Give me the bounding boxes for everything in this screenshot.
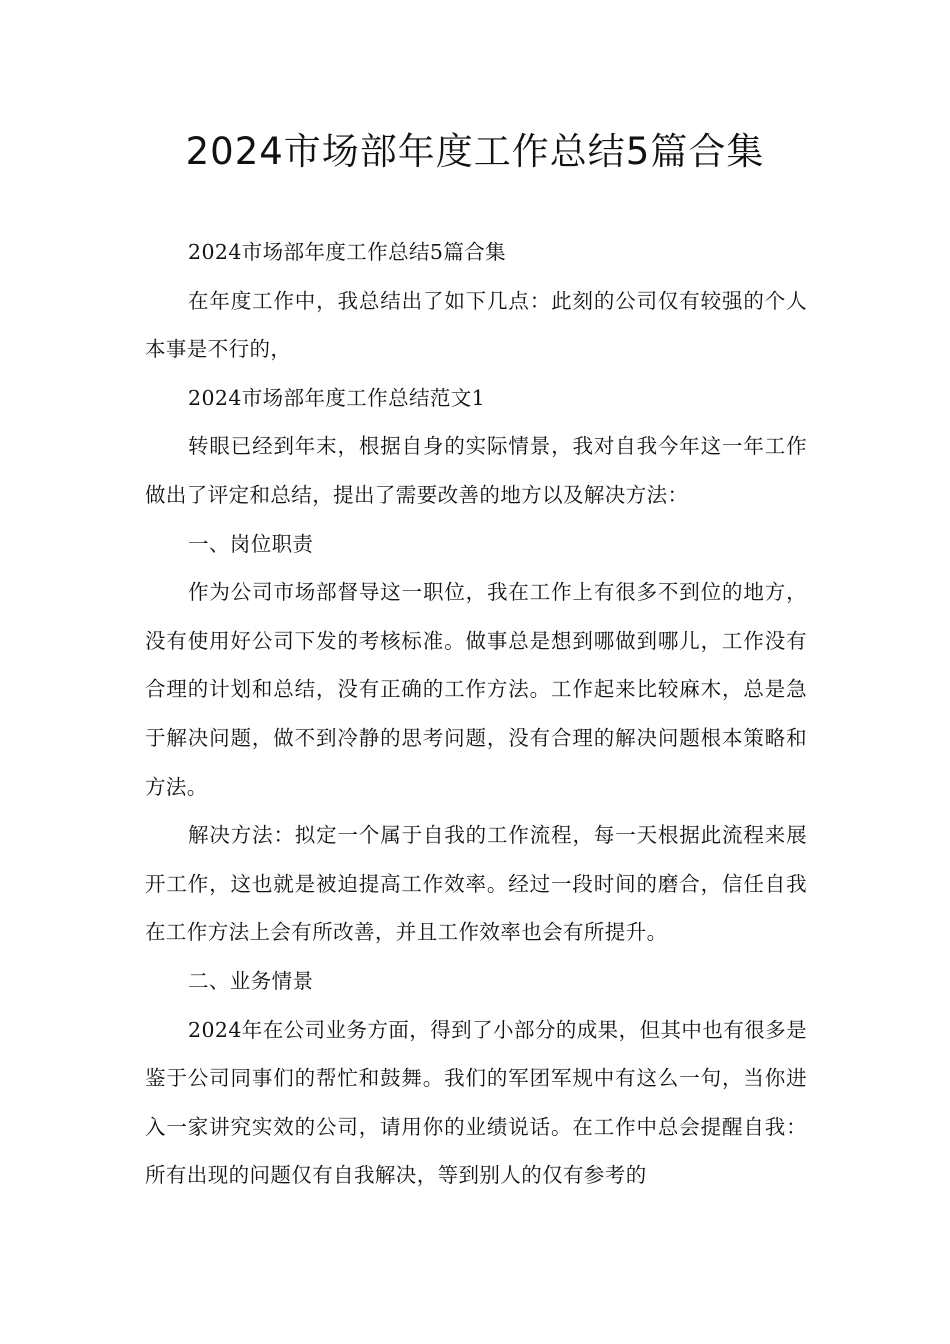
paragraph-business: 2024年在公司业务方面，得到了小部分的成果，但其中也有很多是鉴于公司同事们的帮忙和鼓舞。我们的军团军规中有这么一句，当你进入一家讲究实效的公司，请用你的业绩说话。在工作中总会提醒自我：所有出现的问题仅有自我解决，等到别人的仅有参考的 — [145, 1017, 807, 1188]
paragraph-solution: 解决方法：拟定一个属于自我的工作流程，每一天根据此流程来展开工作，这也就是被迫提高工作效率。经过一段时间的磨合，信任自我在工作方法上会有所改善，并且工作效率也会有所提升。 — [145, 823, 807, 945]
paragraph-subtitle: 2024市场部年度工作总结5篇合集 — [188, 240, 507, 264]
paragraph-opening: 转眼已经到年末，根据自身的实际情景，我对自我今年这一年工作做出了评定和总结，提出了需要改善的地方以及解决方法： — [145, 434, 807, 507]
document-body — [145, 228, 807, 1200]
heading-job-duties: 一、岗位职责 — [188, 531, 314, 556]
paragraph-section-title: 2024市场部年度工作总结范文1 — [188, 385, 486, 410]
paragraph-intro: 在年度工作中，我总结出了如下几点：此刻的公司仅有较强的个人本事是不行的， — [145, 288, 807, 362]
paragraph-job-duties: 作为公司市场部督导这一职位，我在工作上有很多不到位的地方，没有使用好公司下发的考核标准。做事总是想到哪做到哪儿，工作没有合理的计划和总结，没有正确的工作方法。工作起来比较麻木，总是急于解决问题，做不到冷静的思考问题，没有合理的解决问题根本策略和方法。 — [145, 580, 807, 799]
heading-business: 二、业务情景 — [188, 968, 314, 993]
document-title: 2024市场部年度工作总结5篇合集 — [185, 130, 765, 173]
